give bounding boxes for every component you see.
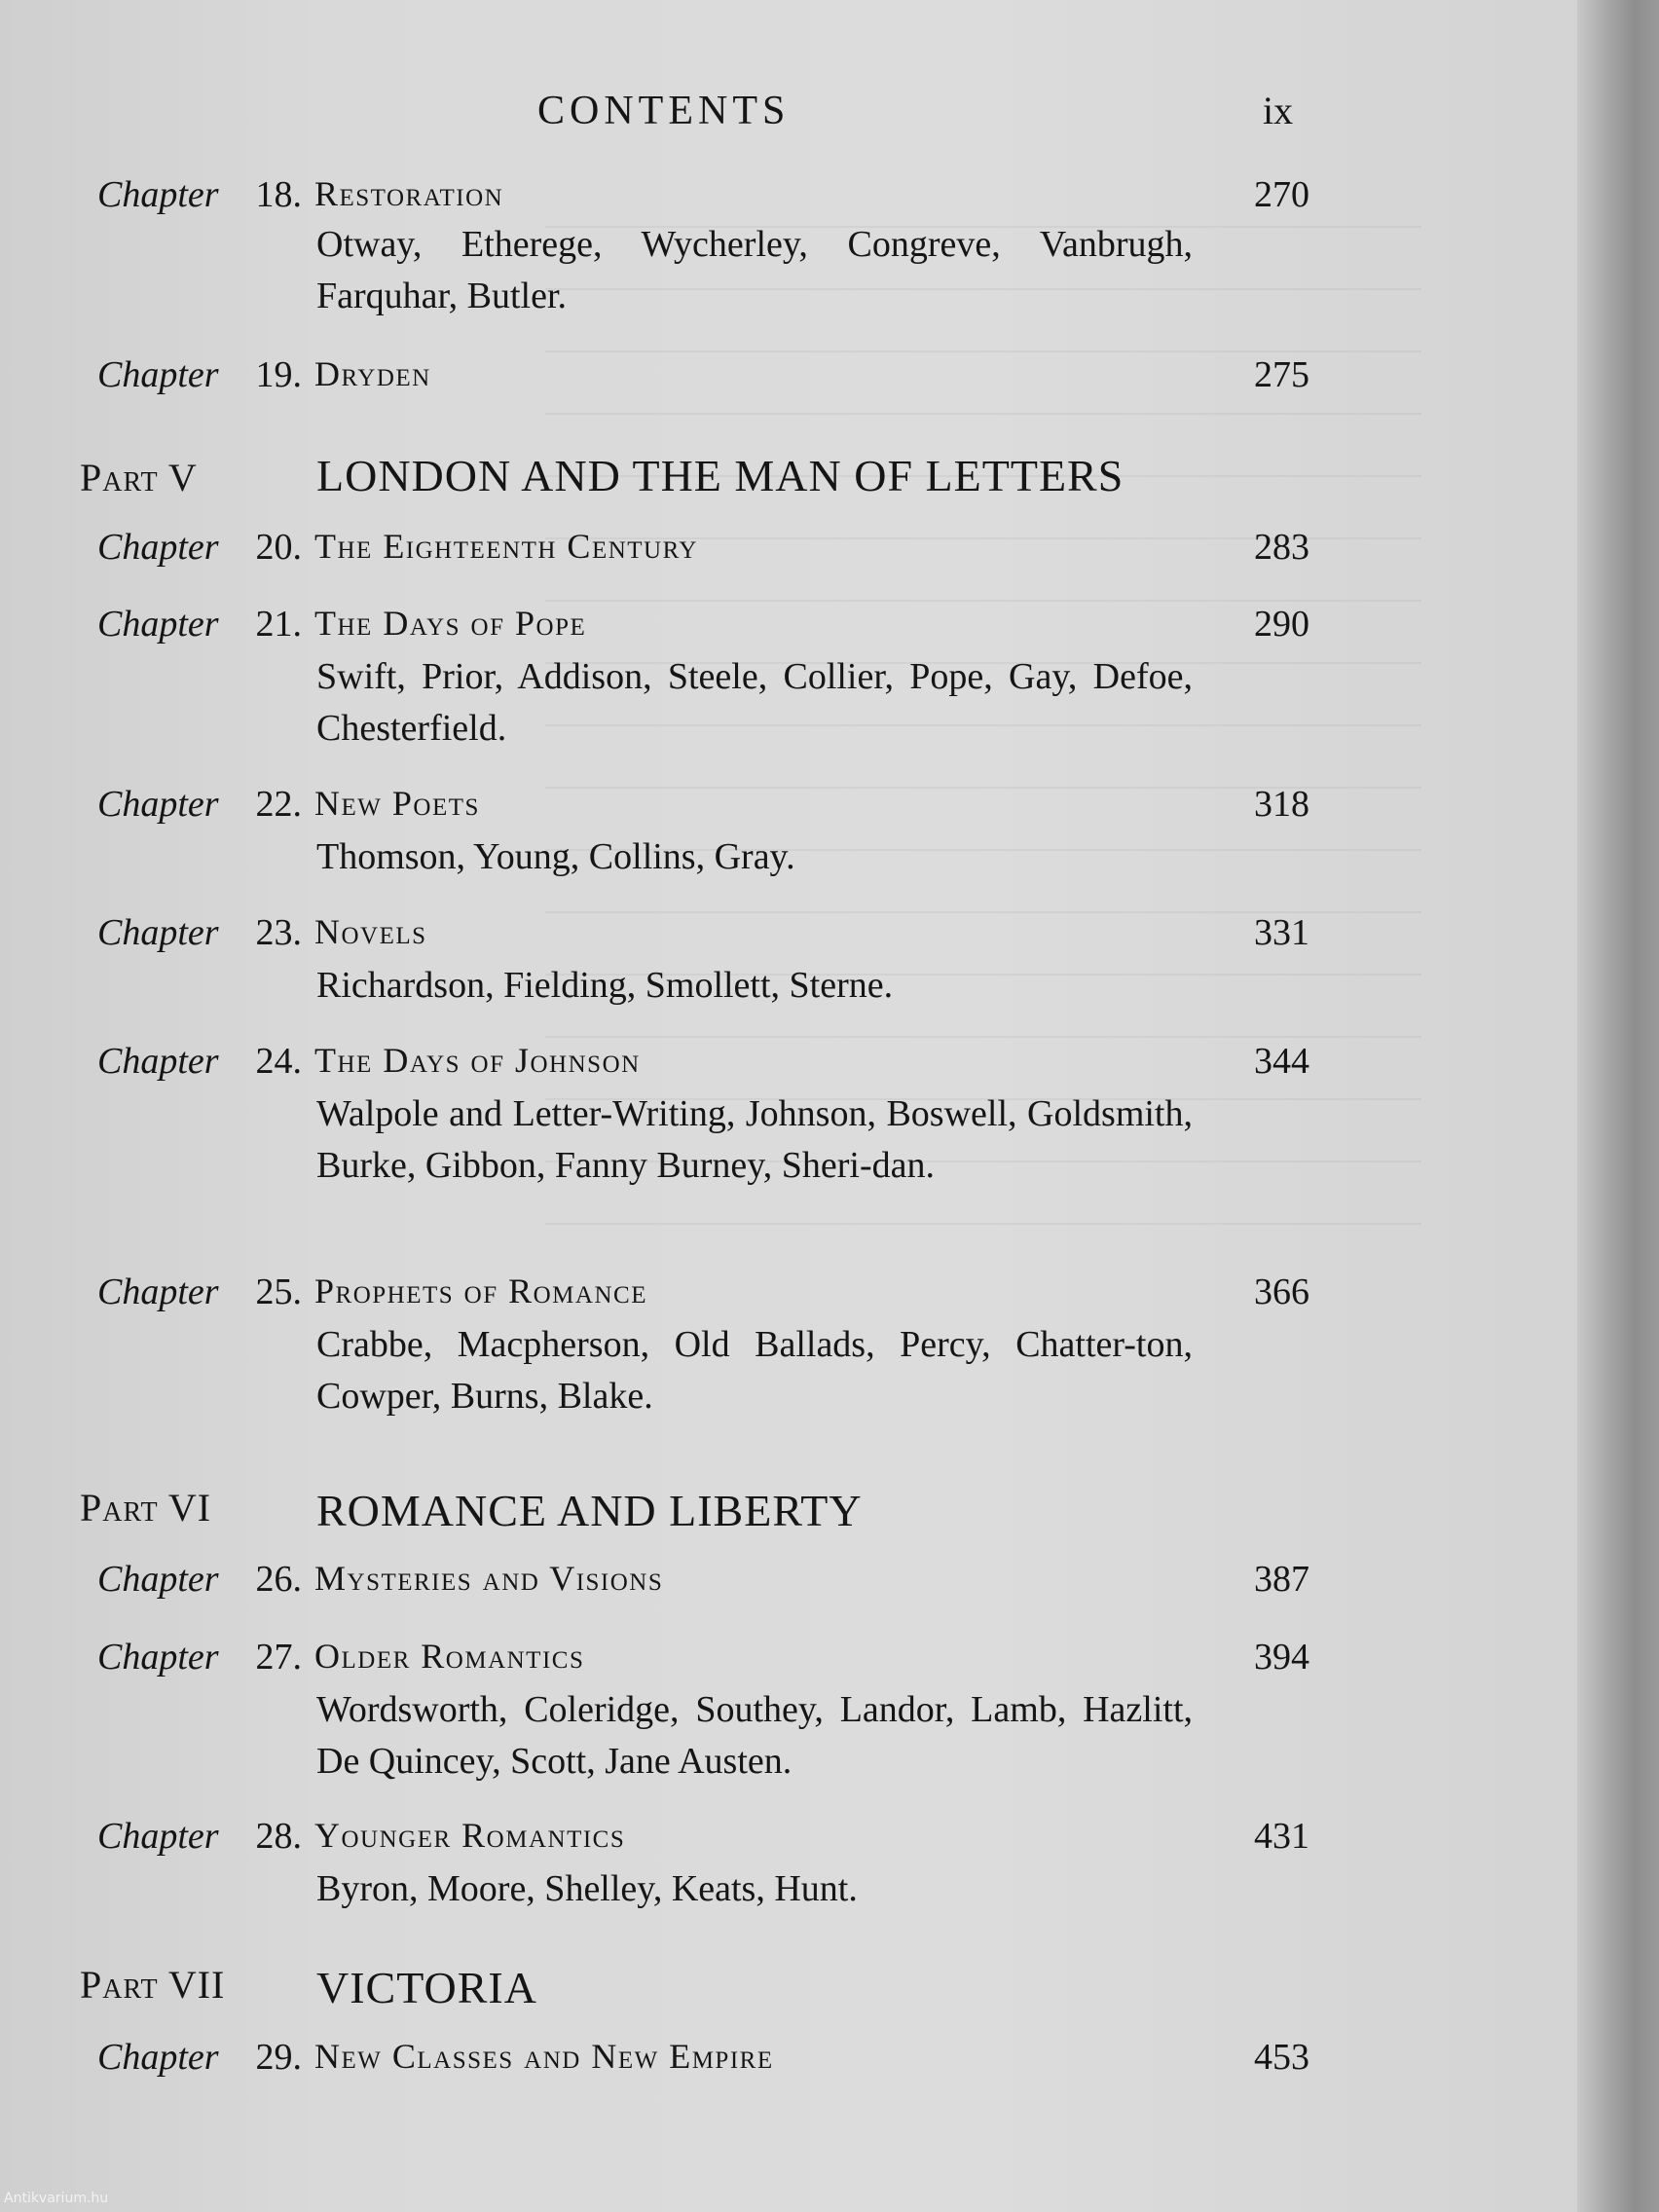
chapter-page: 366 [1254, 1272, 1309, 1312]
chapter-label: Chapter [97, 1559, 219, 1600]
part-label: Part VI [80, 1486, 212, 1530]
chapter-label: Chapter [97, 604, 219, 645]
chapter-number: 19. [255, 354, 302, 395]
chapter-label: Chapter [97, 354, 219, 395]
part-label: Part V [80, 456, 198, 499]
chapter-number: 23. [255, 912, 302, 953]
watermark: Antikvarium.hu [4, 2191, 109, 2206]
chapter-number: 26. [255, 1559, 302, 1600]
chapter-number: 18. [255, 174, 302, 215]
chapter-title: New Poets [314, 784, 480, 823]
part-label: Part VII [80, 1963, 226, 2007]
chapter-number: 27. [255, 1637, 302, 1677]
chapter-number: 25. [255, 1272, 302, 1312]
chapter-page: 453 [1254, 2037, 1309, 2078]
part-title: VICTORIA [316, 1963, 537, 2012]
chapter-label: Chapter [97, 1272, 219, 1312]
chapter-number: 21. [255, 604, 302, 645]
chapter-page: 331 [1254, 912, 1309, 953]
chapter-label: Chapter [97, 784, 219, 825]
chapter-title: Restoration [314, 174, 504, 213]
chapter-title: Mysteries and Visions [314, 1559, 664, 1598]
chapter-authors: Wordsworth, Coleridge, Southey, Landor, Lamb, Hazlitt, De Quincey, Scott, Jane Austen. [316, 1689, 1193, 1782]
part-title: LONDON AND THE MAN OF LETTERS [316, 451, 1124, 500]
chapter-number: 22. [255, 784, 302, 825]
chapter-page: 431 [1254, 1816, 1309, 1857]
chapter-page: 344 [1254, 1041, 1309, 1082]
chapter-number: 24. [255, 1041, 302, 1082]
page-number: ix [1263, 89, 1294, 132]
page-edge-shadow [1577, 0, 1659, 2212]
chapter-page: 290 [1254, 604, 1309, 645]
chapter-label: Chapter [97, 1637, 219, 1677]
chapter-title: Younger Romantics [314, 1816, 626, 1855]
chapter-label: Chapter [97, 527, 219, 568]
chapter-label: Chapter [97, 2037, 219, 2078]
chapter-title: Novels [314, 912, 427, 951]
chapter-label: Chapter [97, 912, 219, 953]
chapter-authors: Thomson, Young, Collins, Gray. [316, 836, 795, 877]
chapter-title: Dryden [314, 354, 431, 393]
chapter-title: Older Romantics [314, 1637, 585, 1676]
part-title: ROMANCE AND LIBERTY [316, 1486, 863, 1535]
chapter-title: The Days of Pope [314, 604, 587, 643]
chapter-authors: Richardson, Fielding, Smollett, Sterne. [316, 965, 894, 1006]
chapter-page: 318 [1254, 784, 1309, 825]
chapter-label: Chapter [97, 1816, 219, 1857]
chapter-authors: Swift, Prior, Addison, Steele, Collier, Pope, Gay, Defoe, Chesterfield. [316, 656, 1193, 749]
chapter-number: 28. [255, 1816, 302, 1857]
chapter-page: 394 [1254, 1637, 1309, 1677]
chapter-title: The Days of Johnson [314, 1041, 641, 1080]
chapter-label: Chapter [97, 1041, 219, 1082]
chapter-number: 29. [255, 2037, 302, 2078]
chapter-label: Chapter [97, 174, 219, 215]
chapter-page: 270 [1254, 174, 1309, 215]
chapter-title: Prophets of Romance [314, 1272, 647, 1310]
chapter-authors: Walpole and Letter-Writing, Johnson, Boswell, Goldsmith, Burke, Gibbon, Fanny Burney, Sheri-dan. [316, 1093, 1193, 1186]
chapter-title: The Eighteenth Century [314, 527, 698, 566]
chapter-authors: Otway, Etherege, Wycherley, Congreve, Vanbrugh, Farquhar, Butler. [316, 224, 1193, 316]
chapter-authors: Crabbe, Macpherson, Old Ballads, Percy, Chatter-ton, Cowper, Burns, Blake. [316, 1324, 1193, 1417]
chapter-number: 20. [255, 527, 302, 568]
chapter-page: 275 [1254, 354, 1309, 395]
chapter-page: 387 [1254, 1559, 1309, 1600]
chapter-authors: Byron, Moore, Shelley, Keats, Hunt. [316, 1868, 858, 1909]
chapter-page: 283 [1254, 527, 1309, 568]
running-header: CONTENTS [537, 89, 791, 133]
chapter-title: New Classes and New Empire [314, 2037, 774, 2076]
